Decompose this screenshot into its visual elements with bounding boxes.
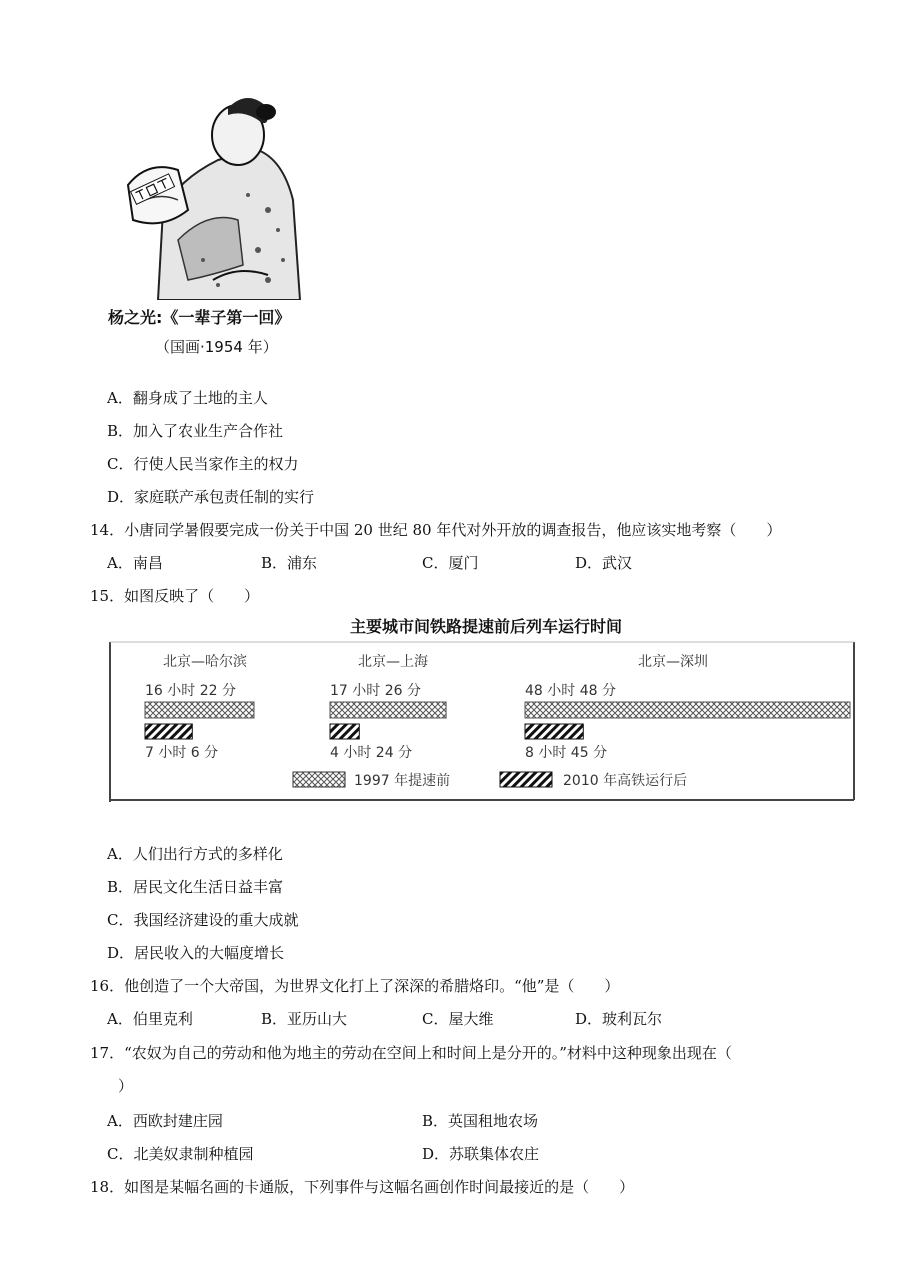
bar-after bbox=[330, 724, 359, 739]
legend-label-after: 2010 年高铁运行后 bbox=[563, 773, 688, 789]
q15-stem: 15．如图反映了（ ） bbox=[90, 587, 260, 605]
bar-after bbox=[145, 724, 192, 739]
q14-option-c: C．厦门 bbox=[422, 554, 479, 572]
q16-option-d: D．玻利瓦尔 bbox=[575, 1010, 663, 1028]
bar-before bbox=[145, 702, 254, 718]
bar-after bbox=[525, 724, 583, 739]
illustration-caption-sub: （国画·1954 年） bbox=[155, 338, 278, 356]
data-label-after: 7 小时 6 分 bbox=[145, 745, 219, 761]
data-label-before: 48 小时 48 分 bbox=[525, 683, 616, 699]
bar-before bbox=[330, 702, 446, 718]
q15-option-c: C．我国经济建设的重大成就 bbox=[107, 911, 299, 929]
q16-option-b: B．亚历山大 bbox=[261, 1010, 348, 1028]
q13-option-d: D．家庭联产承包责任制的实行 bbox=[107, 488, 315, 506]
q14-stem: 14．小唐同学暑假要完成一份关于中国 20 世纪 80 年代对外开放的调查报告，他应该实地考察（ ） bbox=[90, 521, 782, 539]
railway-time-chart bbox=[108, 638, 858, 804]
q13-option-b: B．加入了农业生产合作社 bbox=[107, 422, 284, 440]
category-label: 北京—哈尔滨 bbox=[163, 654, 247, 670]
legend-swatch-after bbox=[500, 772, 552, 787]
category-label: 北京—深圳 bbox=[638, 654, 708, 670]
q17-option-d: D．苏联集体农庄 bbox=[422, 1145, 540, 1163]
q13-option-a: A．翻身成了土地的主人 bbox=[107, 389, 268, 407]
data-label-before: 17 小时 26 分 bbox=[330, 683, 421, 699]
q17-option-b: B．英国租地农场 bbox=[422, 1112, 539, 1130]
q14-option-d: D．武汉 bbox=[575, 554, 633, 572]
legend-swatch-before bbox=[293, 772, 345, 787]
q17-option-c: C．北美奴隶制种植园 bbox=[107, 1145, 254, 1163]
q18-stem: 18．如图是某幅名画的卡通版，下列事件与这幅名画创作时间最接近的是（ ） bbox=[90, 1178, 635, 1196]
illustration-caption-title: 杨之光:《一辈子第一回》 bbox=[108, 308, 291, 327]
q17-stem-cont: ） bbox=[118, 1077, 134, 1095]
legend-label-before: 1997 年提速前 bbox=[354, 773, 451, 789]
q14-option-a: A．南昌 bbox=[107, 554, 163, 572]
ink-painting-illustration bbox=[118, 90, 303, 300]
bar-before bbox=[525, 702, 850, 718]
data-label-before: 16 小时 22 分 bbox=[145, 683, 236, 699]
category-label: 北京—上海 bbox=[358, 654, 428, 670]
chart-title: 主要城市间铁路提速前后列车运行时间 bbox=[350, 617, 623, 636]
q14-option-b: B．浦东 bbox=[261, 554, 318, 572]
data-label-after: 8 小时 45 分 bbox=[525, 745, 608, 761]
data-label-after: 4 小时 24 分 bbox=[330, 745, 413, 761]
q15-option-d: D．居民收入的大幅度增长 bbox=[107, 944, 285, 962]
q15-option-a: A．人们出行方式的多样化 bbox=[107, 845, 283, 863]
q17-option-a: A．西欧封建庄园 bbox=[107, 1112, 223, 1130]
q15-option-b: B．居民文化生活日益丰富 bbox=[107, 878, 284, 896]
q13-option-c: C．行使人民当家作主的权力 bbox=[107, 455, 299, 473]
q16-option-a: A．伯里克利 bbox=[107, 1010, 193, 1028]
q16-option-c: C．屋大维 bbox=[422, 1010, 494, 1028]
q17-stem: 17．“农奴为自己的劳动和他为地主的劳动在空间上和时间上是分开的。”材料中这种现象出现在（ bbox=[90, 1044, 732, 1062]
q16-stem: 16．他创造了一个大帝国，为世界文化打上了深深的希腊烙印。“他”是（ ） bbox=[90, 977, 620, 995]
